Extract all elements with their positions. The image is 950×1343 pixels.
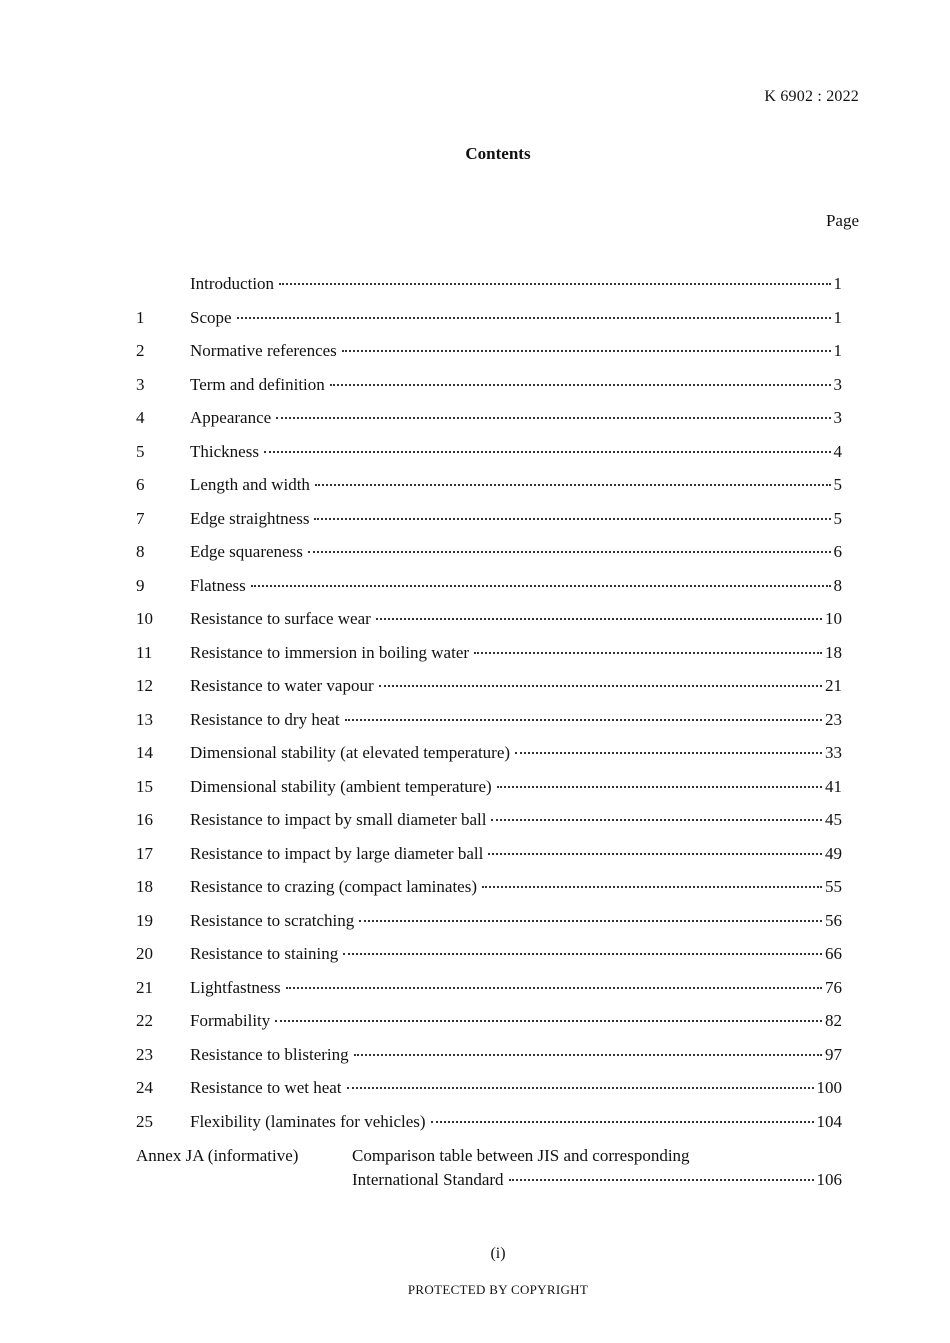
toc-entry-title: Formability xyxy=(190,1011,271,1030)
toc-annex-entry[interactable] xyxy=(136,1146,842,1190)
toc-entry-number: 3 xyxy=(136,374,145,394)
toc-entry-number: 15 xyxy=(136,776,153,796)
toc-entry-number: 1 xyxy=(136,307,145,327)
toc-entry-number: 21 xyxy=(136,977,153,997)
toc-entry-page-number: 1 xyxy=(833,341,842,360)
toc-entry-title: Resistance to impact by small diameter ball xyxy=(190,810,487,829)
dot-leader xyxy=(343,953,822,955)
toc-entry[interactable] xyxy=(136,777,842,811)
dot-leader xyxy=(354,1054,822,1056)
toc-entry-page-number: 104 xyxy=(816,1111,842,1131)
dot-leader xyxy=(482,886,822,888)
toc-entry-page-number: 41 xyxy=(825,776,842,796)
toc-entry-title: Normative references xyxy=(190,341,337,360)
toc-entry-page-number: 100 xyxy=(816,1078,842,1097)
toc-entry-number: 24 xyxy=(136,1078,153,1097)
toc-entry-number: 17 xyxy=(136,843,153,863)
dot-leader xyxy=(379,685,822,687)
toc-entry-title: Scope xyxy=(190,307,232,327)
toc-entry-title: Resistance to wet heat xyxy=(190,1078,342,1097)
toc-entry-page-number: 21 xyxy=(825,676,842,695)
toc-entry-page-number: 1 xyxy=(833,307,842,327)
toc-entry[interactable] xyxy=(136,509,842,543)
dot-leader xyxy=(515,752,822,754)
toc-entry-page-number: 5 xyxy=(833,475,842,494)
toc-entry-title: Resistance to blistering xyxy=(190,1044,349,1064)
toc-entry-title: Resistance to surface wear xyxy=(190,609,371,628)
dot-leader xyxy=(431,1121,814,1123)
toc-entry[interactable] xyxy=(136,944,842,978)
dot-leader xyxy=(286,987,822,989)
toc-entry[interactable] xyxy=(136,308,842,342)
toc-entry-page-number: 82 xyxy=(825,1011,842,1030)
toc-entry-page-number: 56 xyxy=(825,910,842,930)
toc-entry-number: 10 xyxy=(136,609,153,628)
toc-entry-number: 20 xyxy=(136,944,153,963)
toc-entry-title: Thickness xyxy=(190,441,259,461)
toc-entry-page-number: 8 xyxy=(833,575,842,595)
toc-entry-page-number: 45 xyxy=(825,810,842,829)
toc-entry[interactable] xyxy=(136,542,842,576)
toc-entry-number: 16 xyxy=(136,810,153,829)
toc-entry[interactable] xyxy=(136,643,842,677)
table-of-contents xyxy=(136,274,842,1190)
toc-entry-title: Edge straightness xyxy=(190,508,310,528)
toc-entry-number: 2 xyxy=(136,341,145,360)
toc-entry-number: 11 xyxy=(136,642,153,662)
document-id: K 6902 : 2022 xyxy=(764,88,859,105)
toc-entry-title: Introduction xyxy=(190,274,275,293)
annex-title-line-2: International Standard xyxy=(352,1170,504,1189)
dot-leader xyxy=(347,1087,814,1089)
page-column-heading: Page xyxy=(825,211,859,230)
toc-entry-number: 4 xyxy=(136,408,145,427)
annex-body xyxy=(352,1146,842,1190)
toc-entry-page-number: 97 xyxy=(825,1044,842,1064)
toc-entry-title: Resistance to scratching xyxy=(190,910,355,930)
dot-leader xyxy=(376,618,822,620)
dot-leader xyxy=(491,819,822,821)
annex-title-line-1: Comparison table between JIS and corresponding xyxy=(352,1146,690,1165)
toc-entry-title: Term and definition xyxy=(190,374,325,394)
toc-entry[interactable] xyxy=(136,475,842,509)
toc-entry-number: 23 xyxy=(136,1044,153,1064)
dot-leader xyxy=(315,484,831,486)
toc-entry-page-number: 1 xyxy=(833,274,842,293)
dot-leader xyxy=(314,518,830,520)
toc-entry-page-number: 10 xyxy=(825,609,842,628)
toc-entry-title: Dimensional stability (at elevated temperature) xyxy=(190,743,511,762)
toc-entry-page-number: 33 xyxy=(825,743,842,762)
dot-leader xyxy=(237,317,831,319)
toc-entry-page-number: 18 xyxy=(825,642,842,662)
annex-title-line-2-row xyxy=(352,1170,842,1190)
toc-entry[interactable] xyxy=(136,341,842,375)
toc-entry-page-number: 3 xyxy=(833,408,842,427)
annex-label: Annex JA (informative) xyxy=(136,1146,299,1165)
toc-entry-title: Dimensional stability (ambient temperature) xyxy=(190,776,492,796)
dot-leader xyxy=(279,283,830,285)
dot-leader xyxy=(359,920,822,922)
toc-entry-number: 22 xyxy=(136,1011,153,1030)
toc-entry-page-number: 6 xyxy=(833,542,842,561)
toc-entry[interactable] xyxy=(136,408,842,442)
dot-leader xyxy=(308,551,831,553)
toc-entry[interactable] xyxy=(136,743,842,777)
annex-page-number: 106 xyxy=(816,1170,842,1189)
toc-entry-number: 12 xyxy=(136,676,153,695)
toc-entry-title: Resistance to staining xyxy=(190,944,339,963)
toc-entries xyxy=(136,274,842,1145)
toc-entry-number: 14 xyxy=(136,743,153,762)
toc-entry[interactable] xyxy=(136,844,842,878)
toc-entry-number: 8 xyxy=(136,542,145,561)
toc-entry[interactable] xyxy=(136,576,842,610)
toc-entry-page-number: 23 xyxy=(825,709,842,729)
toc-entry[interactable] xyxy=(136,810,842,844)
toc-entry-page-number: 49 xyxy=(825,843,842,863)
dot-leader xyxy=(276,417,830,419)
toc-entry-number: 18 xyxy=(136,877,153,896)
page-title: Contents xyxy=(465,144,531,163)
toc-entry[interactable] xyxy=(136,375,842,409)
toc-entry-page-number: 55 xyxy=(825,877,842,896)
toc-entry[interactable] xyxy=(136,877,842,911)
toc-entry-title: Lightfastness xyxy=(190,977,281,997)
toc-entry-number: 6 xyxy=(136,475,145,494)
toc-entry-page-number: 66 xyxy=(825,944,842,963)
dot-leader xyxy=(275,1020,822,1022)
toc-entry-title: Resistance to immersion in boiling water xyxy=(190,642,470,662)
dot-leader xyxy=(474,652,822,654)
toc-entry-page-number: 4 xyxy=(833,441,842,461)
toc-entry[interactable] xyxy=(136,1112,842,1146)
toc-entry-title: Resistance to impact by large diameter ball xyxy=(190,843,484,863)
toc-entry-title: Edge squareness xyxy=(190,542,303,561)
toc-entry[interactable] xyxy=(136,442,842,476)
dot-leader xyxy=(264,451,831,453)
toc-entry[interactable] xyxy=(136,710,842,744)
toc-entry[interactable] xyxy=(136,1078,842,1112)
toc-entry-number: 5 xyxy=(136,441,145,461)
toc-entry-title: Flatness xyxy=(190,575,246,595)
toc-entry-number: 25 xyxy=(136,1111,153,1131)
toc-entry[interactable] xyxy=(136,1011,842,1045)
toc-entry[interactable] xyxy=(136,978,842,1012)
toc-entry[interactable] xyxy=(136,274,842,308)
toc-entry-title: Resistance to dry heat xyxy=(190,709,340,729)
toc-entry-title: Resistance to crazing (compact laminates) xyxy=(190,877,477,896)
toc-entry[interactable] xyxy=(136,1045,842,1079)
dot-leader xyxy=(488,853,822,855)
toc-entry-number: 7 xyxy=(136,508,145,528)
toc-entry-title: Length and width xyxy=(190,475,310,494)
copyright-notice: PROTECTED BY COPYRIGHT xyxy=(407,1282,589,1297)
toc-entry-title: Flexibility (laminates for vehicles) xyxy=(190,1111,426,1131)
dot-leader xyxy=(251,585,831,587)
toc-entry-page-number: 3 xyxy=(833,374,842,394)
dot-leader xyxy=(345,719,822,721)
toc-entry[interactable] xyxy=(136,676,842,710)
dot-leader xyxy=(342,350,831,352)
toc-entry-page-number: 76 xyxy=(825,977,842,997)
toc-entry-title: Resistance to water vapour xyxy=(190,676,374,695)
toc-entry-page-number: 5 xyxy=(833,508,842,528)
toc-entry-number: 13 xyxy=(136,709,153,729)
page-folio: (i) xyxy=(490,1245,506,1262)
dot-leader xyxy=(330,384,831,386)
toc-entry-title: Appearance xyxy=(190,408,272,427)
dot-leader xyxy=(509,1179,814,1181)
toc-entry[interactable] xyxy=(136,911,842,945)
toc-entry[interactable] xyxy=(136,609,842,643)
dot-leader xyxy=(497,786,822,788)
toc-entry-number: 19 xyxy=(136,910,153,930)
toc-entry-number: 9 xyxy=(136,575,145,595)
